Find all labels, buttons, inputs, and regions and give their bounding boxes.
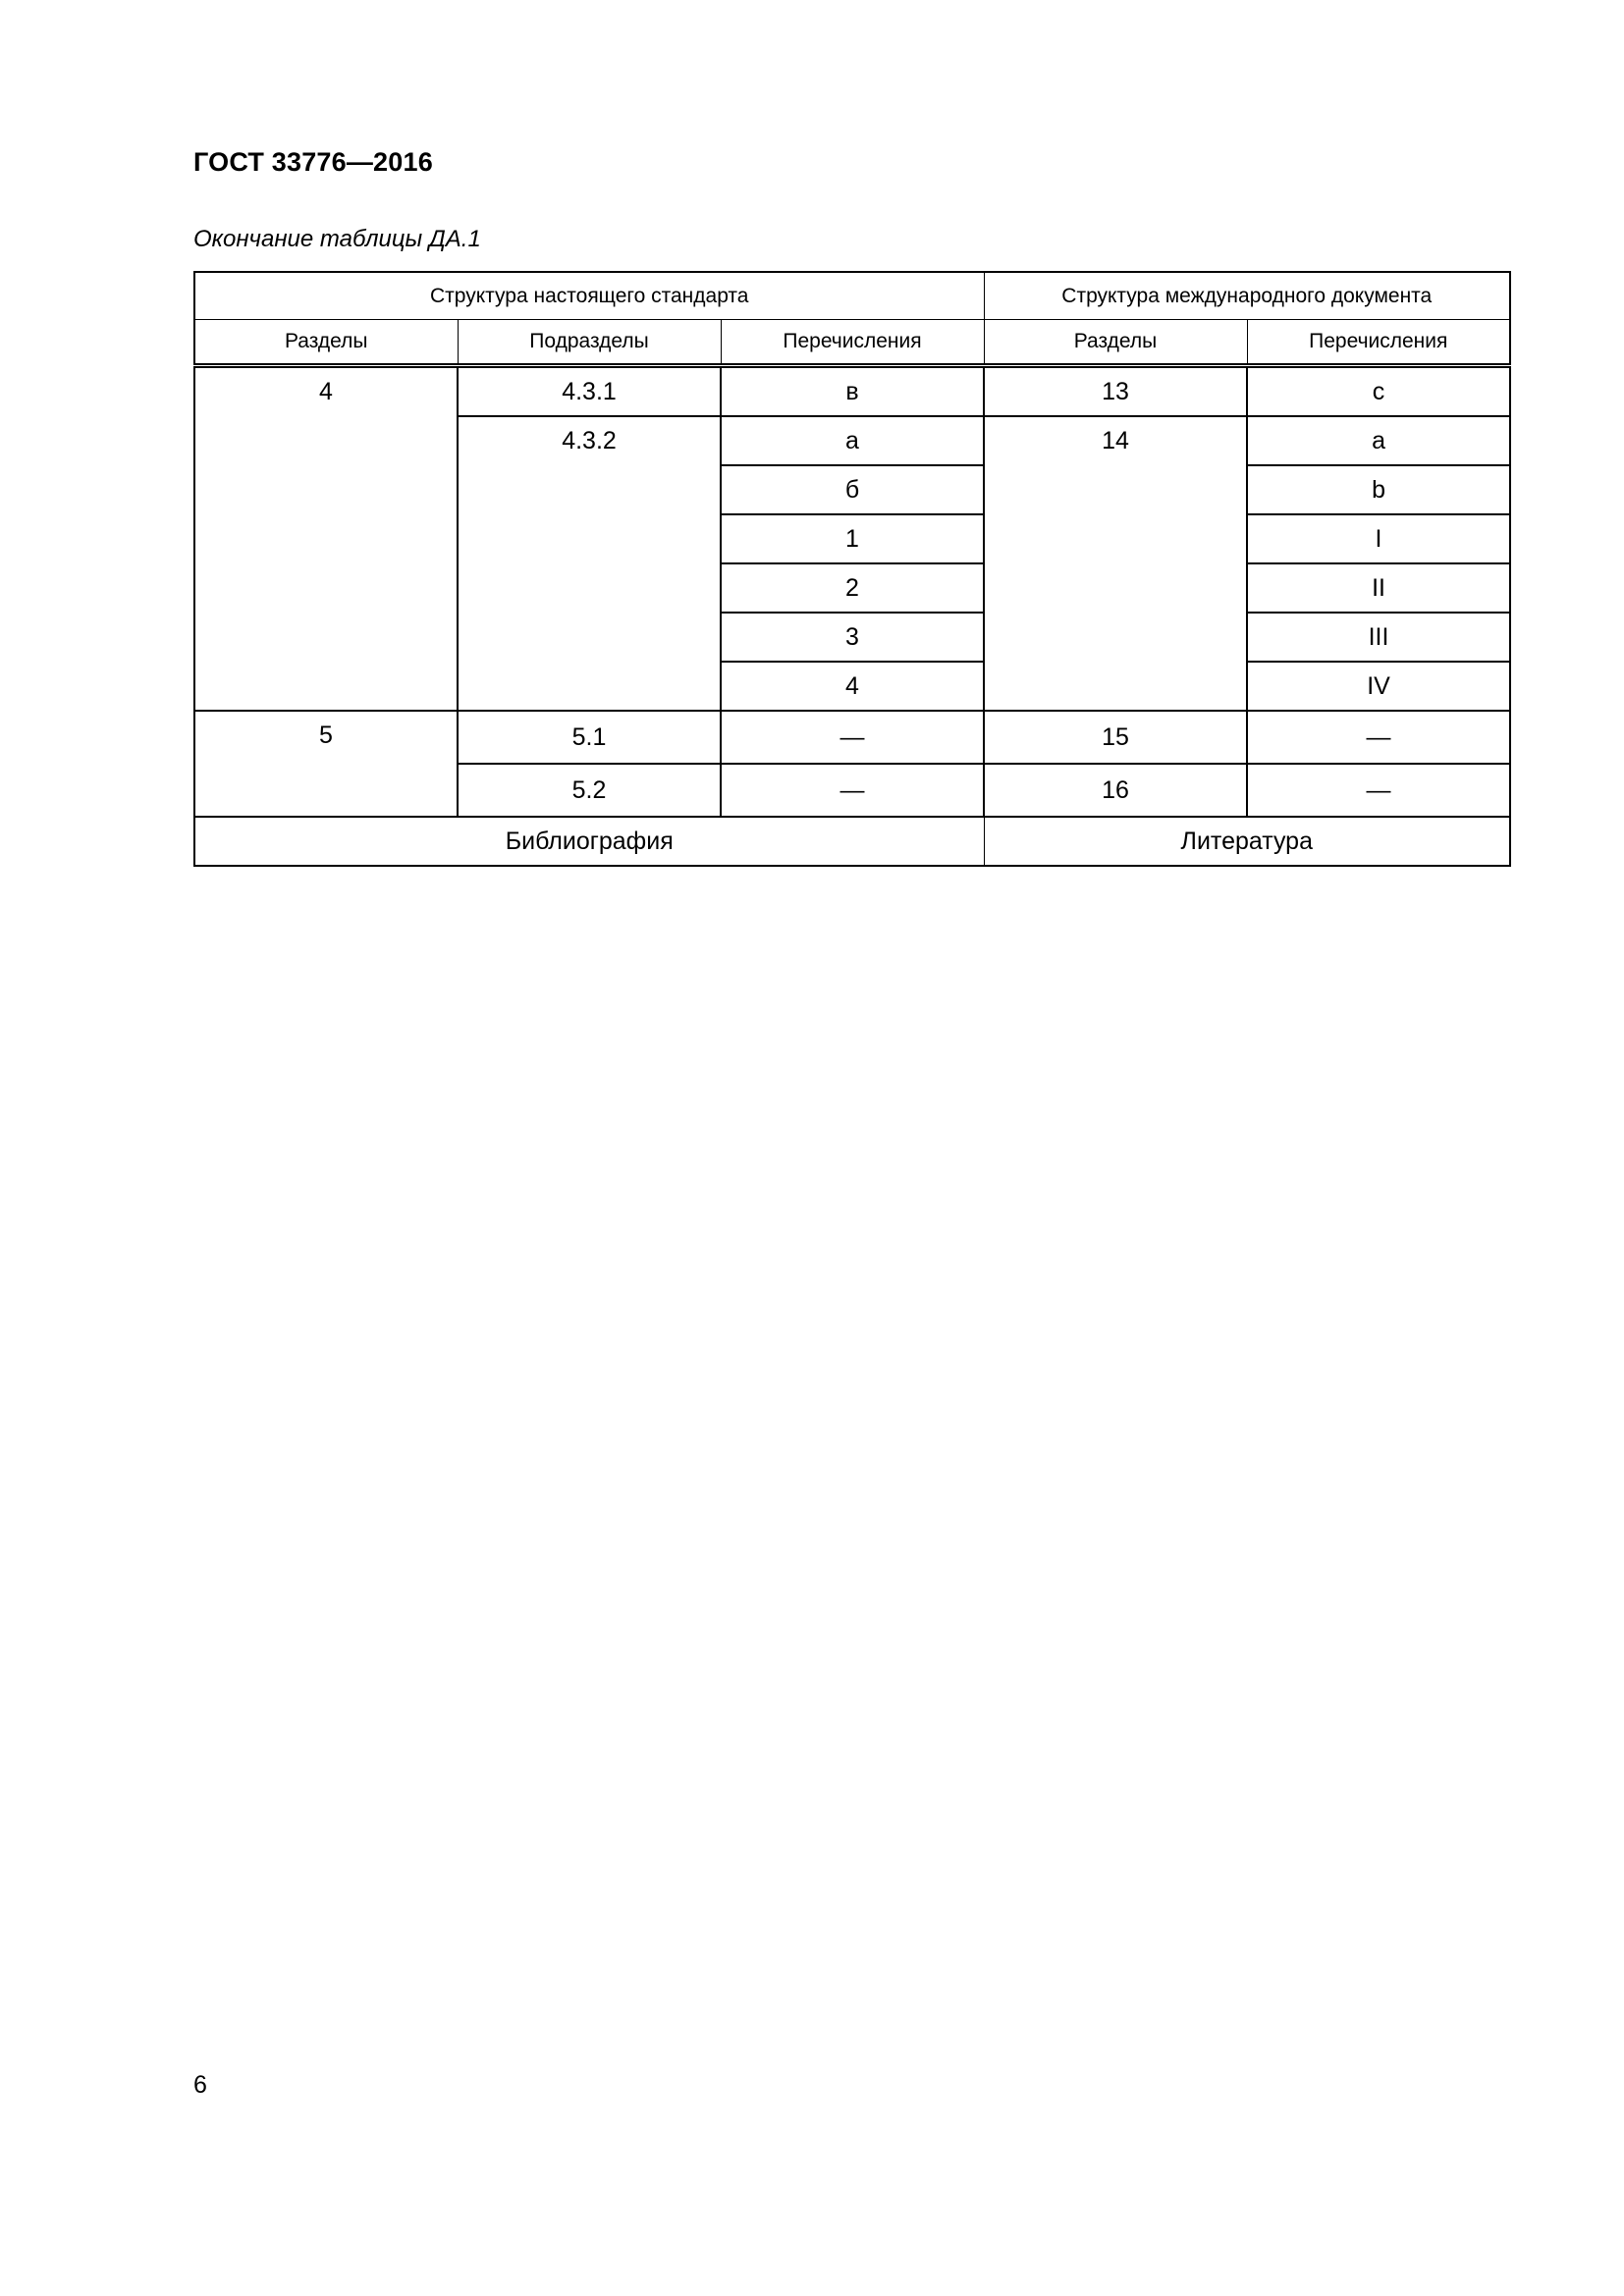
bibliography-row [194,817,1510,866]
col-header-intl-sections: Разделы [984,320,1247,366]
subsection-cell: 5.2 [458,764,721,817]
enum-cell: в [721,366,984,417]
intl-section-cell: 13 [984,366,1247,417]
subsection-cell: 5.1 [458,711,721,764]
intl-section-cell: 15 [984,711,1247,764]
enum-cell: 2 [721,563,984,613]
col-header-subsections: Подразделы [458,320,721,366]
column-header-row [194,320,1510,366]
intl-enum-cell: c [1247,366,1510,417]
intl-section-cell: 16 [984,764,1247,817]
section-cell: 4 [194,366,458,712]
literature-cell: Литература [984,817,1510,866]
intl-enum-cell: a [1247,416,1510,465]
document-header: ГОСТ 33776—2016 [193,147,433,177]
enum-cell: — [721,711,984,764]
col-header-sections: Разделы [194,320,458,366]
enum-cell: 1 [721,514,984,563]
group-header-national: Структура настоящего стандарта [194,272,984,320]
page-number: 6 [193,2071,207,2099]
col-header-intl-enumerations: Перечисления [1247,320,1510,366]
intl-enum-cell: b [1247,465,1510,514]
bibliography-cell: Библиография [194,817,984,866]
intl-enum-cell: IV [1247,662,1510,711]
intl-enum-cell: I [1247,514,1510,563]
table-row [194,711,1510,764]
intl-enum-cell: II [1247,563,1510,613]
subsection-cell: 4.3.2 [458,416,721,711]
subsection-cell: 4.3.1 [458,366,721,417]
structure-comparison-table [193,271,1511,867]
group-header-row [194,272,1510,320]
table-row [194,366,1510,417]
section-cell: 5 [194,711,458,817]
group-header-international: Структура международного документа [984,272,1510,320]
intl-enum-cell: III [1247,613,1510,662]
intl-section-cell: 14 [984,416,1247,711]
intl-enum-cell: — [1247,711,1510,764]
table-caption: Окончание таблицы ДА.1 [193,226,481,252]
enum-cell: а [721,416,984,465]
col-header-enumerations: Перечисления [721,320,984,366]
enum-cell: 4 [721,662,984,711]
enum-cell: — [721,764,984,817]
intl-enum-cell: — [1247,764,1510,817]
enum-cell: 3 [721,613,984,662]
enum-cell: б [721,465,984,514]
